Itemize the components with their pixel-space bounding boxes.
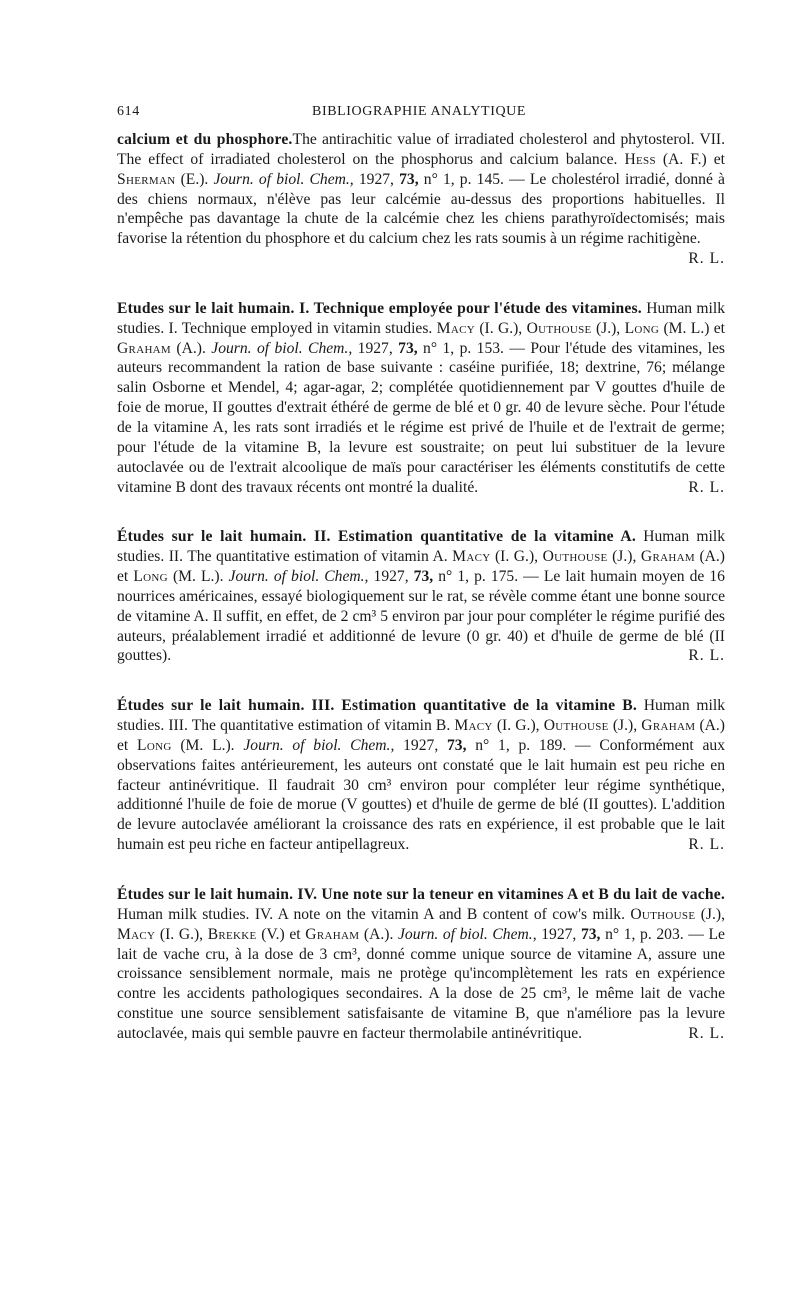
journal-issue-page: n° 1, p. 145. [423, 170, 504, 188]
author-initials: (J.), [612, 717, 638, 735]
journal-year: 1927, [373, 568, 409, 586]
journal-issue-page: n° 1, p. 189. [475, 736, 567, 754]
author-name: Graham [305, 925, 360, 943]
author-initials: (A.) [699, 717, 725, 735]
article-entry [117, 130, 725, 269]
article-title-en: Human milk studies. II. The quantitative estimation of vitamin A. [117, 528, 725, 566]
author-initials: (I. G.), [496, 717, 540, 735]
article-entry [117, 696, 725, 855]
author-name: Outhouse [630, 905, 696, 923]
article-abstract: — Conformément aux observations faites antérieurement, les auteurs ont constaté que le lait humain est peu riche en facteur antinévritique. Il faudrait 30 cm³ environ pour compléter leur régime synthétique, additionné l'huile de foie de morue (V gouttes) et d'huile de germe de blé (II gouttes). L'addition de levure autoclavée améliorant la croissance des rats en expérience, il est probable que le lait humain est peu riche en facteur antipellagreux. [117, 736, 726, 854]
author-connector: et [117, 568, 129, 586]
author-initials: (I. G.), [159, 925, 204, 943]
article-abstract: — Le lait humain moyen de 16 nourrices américaines, essayé biologiquement sur le rat, se révèle comme étant une bonne source de vitamine A. Il suffit, en effet, de 2 cm³ 5 environ par jour pour compléter le régime purifié des auteurs, préalablement irradié et additionné de levure (0 gr. 40) et d'huile de germe de blé (II gouttes). [117, 568, 725, 665]
journal-year: 1927, [357, 339, 393, 357]
article-title-fr: Études sur le lait humain. II. Estimation quantitative de la vitamine A. [117, 528, 636, 546]
journal-volume: 73, [446, 736, 467, 754]
article-abstract: — Pour l'étude des vitamines, les auteurs recommandent la ration de base suivante : caséine purifiée, 18; dextrine, 76; mélange salin Osborne et Mendel, 4; agar-agar, 2; complétée quotidiennement par V gouttes d'huile de foie de morue, II gouttes d'extrait éthéré de germe de blé et 0 gr. 40 de levure sèche. Pour l'étude de la vitamine A, les rats sont irradiés et le régime est privé de l'huile et de l'extrait de germe; pour l'étude de la vitamine B, la levure est soustraite; on peut lui substituer de la levure autoclavée ou de l'extrait alcoolique de maïs pour caractériser les éléments constitutifs de cette vitamine B dont des travaux récents ont montré la dualité. [117, 339, 725, 496]
author-initials: (M. L.) [663, 319, 710, 337]
article-title-fr: Etudes sur le lait humain. I. Technique employée pour l'étude des vitamines. [117, 299, 642, 317]
author-name: Macy [117, 925, 156, 943]
author-name: Graham [640, 548, 695, 566]
author-connector: et [289, 925, 301, 943]
author-initials: (A.). [363, 925, 394, 943]
article-title-en: Human milk studies. I. Technique employed in vitamin studies. [117, 299, 725, 337]
journal-year: 1927, [541, 925, 577, 943]
author-initials: (M. L.). [172, 568, 224, 586]
journal-issue-page: n° 1, p. 153. [423, 339, 504, 357]
article-title-en: The antirachitic value of irradiated cholesterol and phytosterol. VII. The effect of irradiated cholesterol on the phosphorus and calcium balance. [117, 131, 726, 168]
reviewer-signature: R. L. [688, 836, 725, 854]
journal-volume: 73, [413, 568, 434, 586]
author-name: Hess [624, 150, 656, 168]
author-connector: et [117, 736, 129, 754]
reviewer-signature: R. L. [688, 478, 725, 496]
journal-year: 1927, [358, 170, 394, 188]
article-title-fr: Études sur le lait humain. IV. Une note sur la teneur en vitamines A et B du lait de vache. [117, 886, 725, 903]
author-name: Long [133, 568, 168, 586]
author-initials: (A.) [699, 548, 725, 566]
article-title-en: Human milk studies. III. The quantitative estimation of vitamin B. [117, 697, 725, 735]
author-name: Outhouse [526, 319, 592, 337]
article-title-fr: Études sur le lait humain. III. Estimation quantitative de la vitamine B. [117, 697, 637, 715]
journal-year: 1927, [403, 736, 439, 754]
article-entry [117, 299, 725, 497]
author-initials: (J.), [595, 319, 621, 337]
article-title-fr: calcium et du phosphore. [117, 131, 293, 148]
author-initials: (V.) [261, 925, 285, 943]
author-initials: (A.). [176, 339, 206, 357]
author-initials: (I. G.), [479, 319, 523, 337]
journal-issue-page: n° 1, p. 203. [605, 925, 684, 943]
reviewer-signature: R. L. [688, 250, 725, 268]
journal-issue-page: n° 1, p. 175. [438, 568, 519, 586]
page-body [117, 130, 725, 1044]
journal-volume: 73, [398, 339, 418, 357]
journal-volume: 73, [399, 170, 419, 188]
author-name: Long [624, 319, 660, 337]
author-initials: (E.). [180, 170, 209, 188]
article-title-en: Human milk studies. IV. A note on the vitamin A and B content of cow's milk. [117, 905, 625, 923]
journal-name: Journ. of biol. Chem., [228, 568, 369, 586]
journal-name: Journ. of biol. Chem., [213, 170, 354, 188]
author-initials: (J.), [612, 548, 637, 566]
article-entry [117, 527, 725, 666]
author-name: Brekke [207, 925, 257, 943]
author-connector: et [713, 150, 725, 168]
author-initials: (J.), [700, 905, 725, 923]
article-entry [117, 885, 725, 1044]
journal-volume: 73, [580, 925, 601, 943]
author-name: Sherman [117, 170, 176, 188]
author-initials: (A. F.) [662, 150, 707, 168]
journal-name: Journ. of biol. Chem., [397, 925, 537, 943]
author-name: Graham [117, 339, 172, 357]
author-initials: (I. G.), [494, 548, 539, 566]
page-header [117, 104, 723, 126]
article-abstract: — Le cholestérol irradié, donné à des chiens normaux, n'élève pas leur calcémie au-dessus des proportions habituelles. Il n'empêche pas davantage la chute de la calcémie chez les chiens parathyroïdectomisés; mais favorise la rétention du phosphore et du calcium chez les rats soumis à un régime rachitigène. [117, 170, 725, 248]
author-name: Macy [452, 548, 491, 566]
page-number: 614 [117, 104, 140, 119]
author-initials: (M. L.). [180, 736, 235, 754]
author-name: Outhouse [543, 717, 609, 735]
running-title: BIBLIOGRAPHIE ANALYTIQUE [312, 104, 527, 119]
author-connector: et [713, 319, 726, 337]
reviewer-signature: R. L. [688, 1024, 725, 1042]
journal-name: Journ. of biol. Chem., [211, 339, 353, 357]
author-name: Long [137, 736, 172, 754]
author-name: Macy [454, 717, 493, 735]
reviewer-signature: R. L. [688, 647, 725, 665]
author-name: Outhouse [542, 548, 608, 566]
article-abstract: — Le lait de vache cru, à la dose de 3 cm³, donné comme unique source de vitamine A, assure une croissance sensiblement normale, mais ne protège qu'incomplètement les rats en expérience contre les accidents pathologiques secondaires. A la dose de 25 cm³, le même lait de vache constitue une source sensiblement satisfaisante de vitamine B, que n'améliore pas la levure autoclavée, mais qui semble pauvre en facteur thermolabile antinévritique. [117, 925, 725, 1042]
journal-name: Journ. of biol. Chem., [243, 736, 395, 754]
author-name: Graham [641, 717, 696, 735]
author-name: Macy [436, 319, 475, 337]
